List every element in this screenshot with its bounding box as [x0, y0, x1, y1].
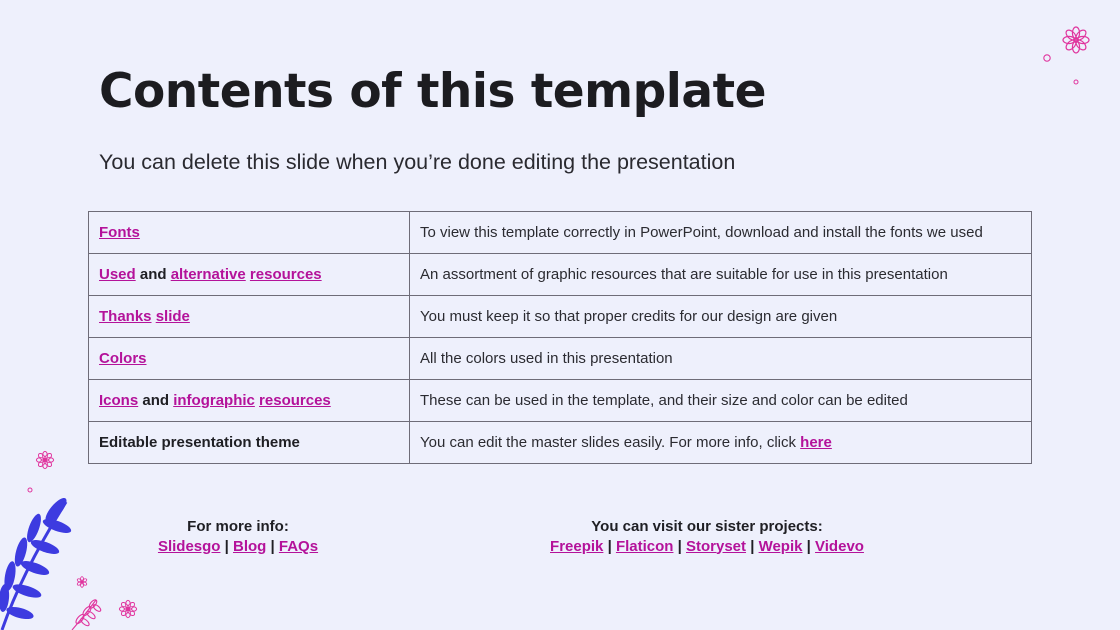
- flower-icon: [35, 450, 55, 470]
- row-description: [410, 422, 1032, 464]
- flaticon-link[interactable]: Flaticon: [615, 537, 674, 555]
- here-link[interactable]: here: [800, 434, 832, 451]
- row-label-separator: and: [138, 392, 174, 409]
- storyset-link[interactable]: Storyset: [686, 537, 747, 555]
- freepik-link[interactable]: Freepik: [550, 537, 604, 555]
- link-separator: |: [677, 537, 682, 555]
- wepik-link[interactable]: Wepik: [758, 537, 803, 555]
- table-row: [89, 380, 1032, 422]
- fonts-link[interactable]: Fonts: [99, 224, 140, 241]
- table-row: [89, 212, 1032, 254]
- sister-projects-links: [517, 537, 897, 557]
- more-info-links: [138, 537, 338, 557]
- row-description: You must keep it so that proper credits for our design are given: [410, 296, 1032, 338]
- slide-link[interactable]: slide: [155, 308, 190, 325]
- blog-link[interactable]: Blog: [233, 537, 267, 555]
- row-label-cell: [89, 296, 410, 338]
- row-description: All the colors used in this presentation: [410, 338, 1032, 380]
- row-label-cell: [89, 254, 410, 296]
- dot-icon: [1042, 53, 1052, 63]
- page-subtitle: You can delete this slide when you’re done editing the presentation: [99, 150, 736, 174]
- table-row: [89, 422, 1032, 464]
- flower-icon: [1061, 25, 1091, 55]
- link-separator: |: [607, 537, 612, 555]
- sister-projects-footer: [517, 517, 897, 556]
- table-row: [89, 296, 1032, 338]
- used-link[interactable]: Used: [99, 266, 136, 283]
- contents-table: [88, 211, 1032, 464]
- link-separator: |: [224, 537, 229, 555]
- row-description-text: You can edit the master slides easily. For more info, click: [420, 434, 801, 451]
- videvo-link[interactable]: Videvo: [815, 537, 864, 555]
- row-label-separator: and: [135, 266, 171, 283]
- more-info-heading: For more info:: [187, 518, 289, 535]
- leaf-branch-icon: [0, 492, 80, 630]
- infographic-link[interactable]: infographic: [173, 392, 255, 409]
- more-info-footer: [138, 517, 338, 556]
- table-row: [89, 338, 1032, 380]
- slidesgo-link[interactable]: Slidesgo: [157, 537, 221, 555]
- row-label-cell: [89, 338, 410, 380]
- table-row: [89, 254, 1032, 296]
- thanks-link[interactable]: Thanks: [99, 308, 152, 325]
- link-separator: |: [750, 537, 755, 555]
- row-label: Editable presentation theme: [89, 422, 410, 464]
- page-title: Contents of this template: [99, 64, 766, 119]
- resources-link[interactable]: resources: [249, 266, 322, 283]
- resources-link[interactable]: resources: [259, 392, 331, 409]
- icons-link[interactable]: Icons: [99, 392, 139, 409]
- flower-icon: [118, 599, 138, 619]
- alternative-link[interactable]: alternative: [170, 266, 246, 283]
- dot-icon: [1072, 78, 1080, 86]
- link-separator: |: [270, 537, 275, 555]
- row-label-cell: [89, 380, 410, 422]
- row-label-cell: [89, 212, 410, 254]
- sister-projects-heading: You can visit our sister projects:: [591, 518, 823, 535]
- faqs-link[interactable]: FAQs: [278, 537, 319, 555]
- row-description: These can be used in the template, and their size and color can be edited: [410, 380, 1032, 422]
- link-separator: |: [806, 537, 811, 555]
- row-description: An assortment of graphic resources that are suitable for use in this presentation: [410, 254, 1032, 296]
- colors-link[interactable]: Colors: [99, 350, 147, 367]
- row-description: To view this template correctly in PowerPoint, download and install the fonts we used: [410, 212, 1032, 254]
